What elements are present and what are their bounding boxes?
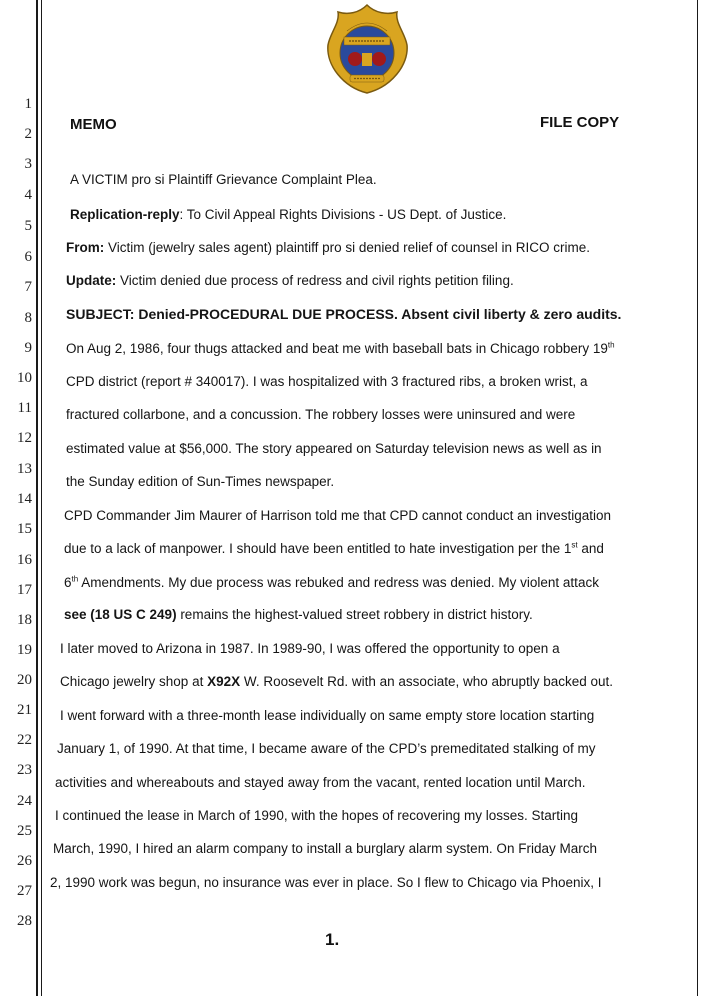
right-margin-rule [697,0,698,996]
line-text: Victim (jewelry sales agent) plaintiff pro si denied relief of counsel in RICO crime. [104,240,590,255]
body-line: I continued the lease in March of 1990, with the hopes of recovering my losses. Starting [55,808,579,823]
line-number: 15 [17,521,32,537]
left-margin-rule [36,0,38,996]
line-number: 25 [17,823,32,839]
body-line: I went forward with a three-month lease individually on same empty store location starting [60,708,595,723]
body-line: March, 1990, I hired an alarm company to install a burglary alarm system. On Friday March [53,841,597,856]
body-line: CPD Commander Jim Maurer of Harrison told me that CPD cannot conduct an investigation [64,508,611,523]
page-number: 1. [325,930,340,949]
body-line [64,606,533,624]
line-text: Chicago jewelry shop at [60,674,208,689]
body-line [66,239,590,257]
body-line [64,540,604,558]
body-line: estimated value at $56,000. The story appeared on Saturday television news as well as in [66,441,602,456]
line-number: 20 [17,672,32,688]
line-number: 5 [24,218,32,234]
line-number: 23 [17,762,32,778]
line-text: On Aug 2, 1986, four thugs attacked and beat me with baseball bats in Chicago robbery 19 [66,341,608,356]
line-number: 18 [17,612,32,628]
line-number: 1 [24,96,32,112]
statute-reference: see (18 US C 249) [64,607,177,622]
body-line [70,206,506,224]
from-label: From: [66,240,105,255]
body-line: activities and whereabouts and stayed away from the vacant, rented location until March. [55,775,586,790]
body-line: the Sunday edition of Sun-Times newspaper. [66,474,335,489]
line-text: due to a lack of manpower. I should have been entitled to hate investigation per the 1 [64,541,572,556]
body-line: fractured collarbone, and a concussion. The robbery losses were uninsured and were [66,407,576,422]
line-text: Victim denied due process of redress and civil rights petition filing. [116,273,514,288]
line-text: and [577,541,604,556]
line-number: 8 [24,310,32,326]
line-number: 9 [24,340,32,356]
line-number: 14 [17,491,32,507]
line-text: A VICTIM pro si Plaintiff Grievance Complaint Plea. [70,172,377,187]
line-text: remains the highest-valued street robbery in district history. [176,607,533,622]
replication-label: Replication-reply [70,207,180,222]
line-number: 7 [24,279,32,295]
line-number: 28 [17,913,32,929]
body-line: 2, 1990 work was begun, no insurance was ever in place. So I flew to Chicago via Phoenix, I [50,875,602,890]
body-line [66,272,514,290]
line-number: 10 [17,370,32,386]
body-line [70,171,377,189]
line-number: 24 [17,793,32,809]
line-number: 17 [17,582,32,598]
body-line [66,340,615,358]
line-number: 13 [17,461,32,477]
line-number: 2 [24,126,32,142]
body-line: I later moved to Arizona in 1987. In 1989-90, I was offered the opportunity to open a [60,641,560,656]
line-number: 26 [17,853,32,869]
line-number: 19 [17,642,32,658]
body-line: CPD district (report # 340017). I was hospitalized with 3 fractured ribs, a broken wrist, a [66,374,588,389]
superscript: th [607,340,615,350]
line-number: 11 [17,400,32,416]
treasury-badge-icon [325,3,410,95]
superscript: st [571,540,578,550]
memo-heading: MEMO [70,116,117,133]
line-number: 16 [17,552,32,568]
file-copy-heading: FILE COPY [540,114,620,131]
line-text: W. Roosevelt Rd. with an associate, who abruptly backed out. [240,674,614,689]
body-line: January 1, of 1990. At that time, I became aware of the CPD’s premeditated stalking of my [57,741,596,756]
body-line [64,574,599,592]
line-number: 3 [24,156,32,172]
line-number: 12 [17,430,32,446]
line-number: 27 [17,883,32,899]
superscript: th [71,574,79,584]
line-number: 21 [17,702,32,718]
line-text: : To Civil Appeal Rights Divisions - US Dept. of Justice. [179,207,507,222]
redacted-address: X92X [207,674,241,689]
line-number: 4 [24,187,32,203]
line-text: 6 [64,575,72,590]
update-label: Update: [66,273,117,288]
body-line [60,673,613,691]
line-number: 22 [17,732,32,748]
subject-line: SUBJECT: Denied-PROCEDURAL DUE PROCESS. Absent civil liberty & zero audits. [66,306,622,322]
left-margin-rule-inner [41,0,42,996]
line-number: 6 [24,249,32,265]
line-text: Amendments. My due process was rebuked and redress was denied. My violent attack [78,575,599,590]
